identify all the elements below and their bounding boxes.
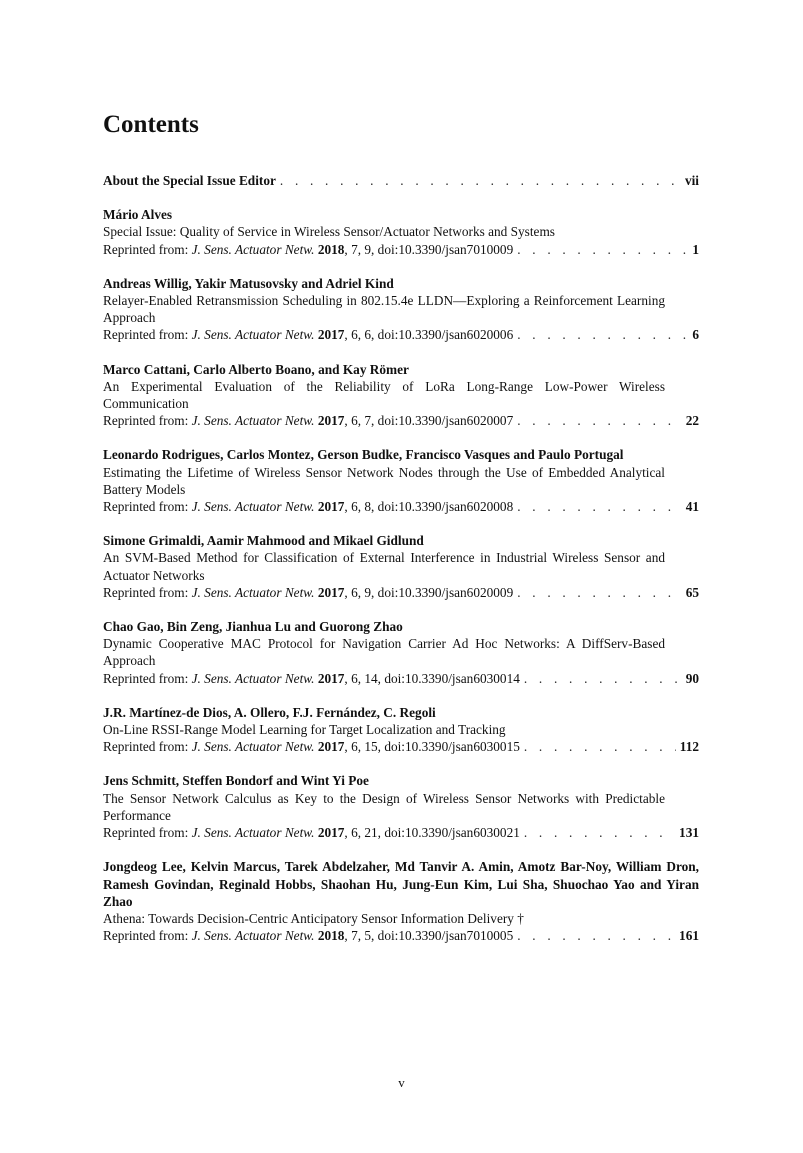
citation-prefix: Reprinted from: xyxy=(103,327,192,343)
about-editor-line[interactable] xyxy=(103,172,699,189)
citation-year: 2017 xyxy=(317,584,345,600)
entry-authors: Mário Alves xyxy=(103,207,173,223)
entry-citation-line xyxy=(103,241,699,258)
entry-authors: Chao Gao, Bin Zeng, Jianhua Lu and Guorong Zhao xyxy=(103,619,403,635)
citation-prefix: Reprinted from: xyxy=(103,413,192,429)
citation-prefix: Reprinted from: xyxy=(103,825,192,841)
citation-journal: J. Sens. Actuator Netw. xyxy=(191,584,315,600)
citation-year: 2017 xyxy=(317,670,345,686)
entry-citation-line xyxy=(103,738,699,755)
entry-authors: Leonardo Rodrigues, Carlos Montez, Gerson Budke, Francisco Vasques and Paulo Portugal xyxy=(103,447,624,463)
entry-page-number: 112 xyxy=(679,739,699,755)
citation-journal: J. Sens. Actuator Netw. xyxy=(191,241,315,257)
entry-page-number: 41 xyxy=(685,499,699,515)
entry-citation xyxy=(103,498,513,515)
entry-authors: Jens Schmitt, Steffen Bondorf and Wint Yi Poe xyxy=(103,773,369,789)
dot-leader xyxy=(280,172,681,189)
citation-year: 2017 xyxy=(317,825,345,841)
about-editor-page: vii xyxy=(684,173,699,188)
entry-citation-line xyxy=(103,927,699,944)
citation-details: , 7, 9, doi:10.3390/jsan7010009 xyxy=(344,241,514,257)
entry-list xyxy=(103,206,699,944)
toc-entry[interactable] xyxy=(103,858,699,944)
dot-leader xyxy=(524,738,676,755)
page-title: Contents xyxy=(103,111,199,138)
dot-leader xyxy=(517,241,688,258)
entry-citation-line xyxy=(103,412,699,429)
citation-prefix: Reprinted from: xyxy=(103,584,192,600)
entry-page-number: 22 xyxy=(685,413,699,429)
entry-citation xyxy=(103,738,520,755)
citation-details: , 6, 15, doi:10.3390/jsan6030015 xyxy=(344,739,520,755)
dot-leader xyxy=(517,498,681,515)
dot-leader xyxy=(517,584,681,601)
entry-authors: Simone Grimaldi, Aamir Mahmood and Mikael Gidlund xyxy=(103,533,424,549)
entry-authors: J.R. Martínez-de Dios, A. Ollero, F.J. Fernández, C. Regoli xyxy=(103,704,436,720)
citation-journal: J. Sens. Actuator Netw. xyxy=(191,928,315,944)
toc-entry[interactable] xyxy=(103,275,699,344)
toc-entry[interactable] xyxy=(103,361,699,430)
toc-entry[interactable] xyxy=(103,206,699,258)
about-editor-label: About the Special Issue Editor xyxy=(103,173,276,188)
toc-entry[interactable] xyxy=(103,446,699,515)
toc-entry[interactable] xyxy=(103,618,699,687)
entry-title: Special Issue: Quality of Service in Wireless Sensor/Actuator Networks and Systems xyxy=(103,224,555,240)
entry-title: The Sensor Network Calculus as Key to the Design of Wireless Sensor Networks with Predictable Performance xyxy=(103,790,665,823)
entry-citation xyxy=(103,241,513,258)
entry-page-number: 161 xyxy=(679,928,699,944)
entry-authors: Jongdeog Lee, Kelvin Marcus, Tarek Abdelzaher, Md Tanvir A. Amin, Amotz Bar-Noy, William Dron, Ramesh Govindan, Reginald Hobbs, Shaohan Hu, Jung-Eun Kim, Lui Sha, Shuochao Yao and Yiran Zhao xyxy=(103,859,699,909)
entry-citation xyxy=(103,927,513,944)
citation-details: , 6, 8, doi:10.3390/jsan6020008 xyxy=(344,499,514,515)
citation-journal: J. Sens. Actuator Netw. xyxy=(191,670,315,686)
dot-leader xyxy=(517,412,681,429)
table-of-contents xyxy=(103,172,699,944)
citation-prefix: Reprinted from: xyxy=(103,499,192,515)
citation-year: 2017 xyxy=(317,327,345,343)
entry-authors: Marco Cattani, Carlo Alberto Boano, and Kay Römer xyxy=(103,361,409,377)
citation-year: 2018 xyxy=(317,928,345,944)
entry-citation xyxy=(103,326,513,343)
citation-journal: J. Sens. Actuator Netw. xyxy=(191,413,315,429)
citation-details: , 6, 6, doi:10.3390/jsan6020006 xyxy=(344,327,514,343)
entry-title: An Experimental Evaluation of the Reliability of LoRa Long-Range Low-Power Wireless Communication xyxy=(103,378,665,412)
entry-page-number: 131 xyxy=(679,825,699,841)
entry-citation xyxy=(103,824,520,841)
entry-page-number: 6 xyxy=(692,327,699,343)
entry-title: Relayer-Enabled Retransmission Scheduling in 802.15.4e LLDN—Exploring a Reinforcement Learning Approach xyxy=(103,293,665,326)
citation-journal: J. Sens. Actuator Netw. xyxy=(191,739,315,755)
citation-year: 2017 xyxy=(317,413,345,429)
entry-citation xyxy=(103,412,513,429)
citation-details: , 6, 21, doi:10.3390/jsan6030021 xyxy=(344,825,520,841)
entry-citation-line xyxy=(103,824,699,841)
entry-title: Dynamic Cooperative MAC Protocol for Navigation Carrier Ad Hoc Networks: A DiffServ-Based Approach xyxy=(103,636,665,669)
toc-entry[interactable] xyxy=(103,532,699,601)
entry-title: On-Line RSSI-Range Model Learning for Target Localization and Tracking xyxy=(103,722,506,738)
citation-journal: J. Sens. Actuator Netw. xyxy=(191,327,315,343)
entry-citation-line xyxy=(103,584,699,601)
entry-page-number: 90 xyxy=(685,670,699,686)
dot-leader xyxy=(517,927,675,944)
dot-leader xyxy=(517,326,688,343)
citation-prefix: Reprinted from: xyxy=(103,739,192,755)
entry-page-number: 1 xyxy=(692,241,699,257)
citation-year: 2017 xyxy=(317,739,345,755)
citation-details: , 6, 14, doi:10.3390/jsan6030014 xyxy=(344,670,520,686)
citation-journal: J. Sens. Actuator Netw. xyxy=(191,499,315,515)
citation-prefix: Reprinted from: xyxy=(103,670,192,686)
citation-prefix: Reprinted from: xyxy=(103,241,192,257)
entry-citation xyxy=(103,670,520,687)
citation-year: 2018 xyxy=(317,241,345,257)
citation-details: , 6, 9, doi:10.3390/jsan6020009 xyxy=(344,584,514,600)
dot-leader xyxy=(524,670,682,687)
dot-leader xyxy=(524,824,675,841)
entry-page-number: 65 xyxy=(685,584,699,600)
citation-year: 2017 xyxy=(317,499,345,515)
citation-details: , 6, 7, doi:10.3390/jsan6020007 xyxy=(344,413,514,429)
page-number: v xyxy=(398,1075,405,1090)
toc-entry[interactable] xyxy=(103,704,699,756)
entry-title: Estimating the Lifetime of Wireless Sensor Network Nodes through the Use of Embedded Analytical Battery Models xyxy=(103,464,665,497)
entry-citation-line xyxy=(103,326,699,343)
entry-citation xyxy=(103,584,513,601)
entry-title: An SVM-Based Method for Classification of External Interference in Industrial Wireless Sensor and Actuator Networks xyxy=(103,550,665,583)
citation-journal: J. Sens. Actuator Netw. xyxy=(191,825,315,841)
entry-citation-line xyxy=(103,498,699,515)
entry-authors: Andreas Willig, Yakir Matusovsky and Adriel Kind xyxy=(103,275,394,291)
citation-details: , 7, 5, doi:10.3390/jsan7010005 xyxy=(344,928,514,944)
toc-entry[interactable] xyxy=(103,772,699,841)
entry-title: Athena: Towards Decision-Centric Anticipatory Sensor Information Delivery † xyxy=(103,910,524,926)
citation-prefix: Reprinted from: xyxy=(103,928,192,944)
entry-citation-line xyxy=(103,670,699,687)
